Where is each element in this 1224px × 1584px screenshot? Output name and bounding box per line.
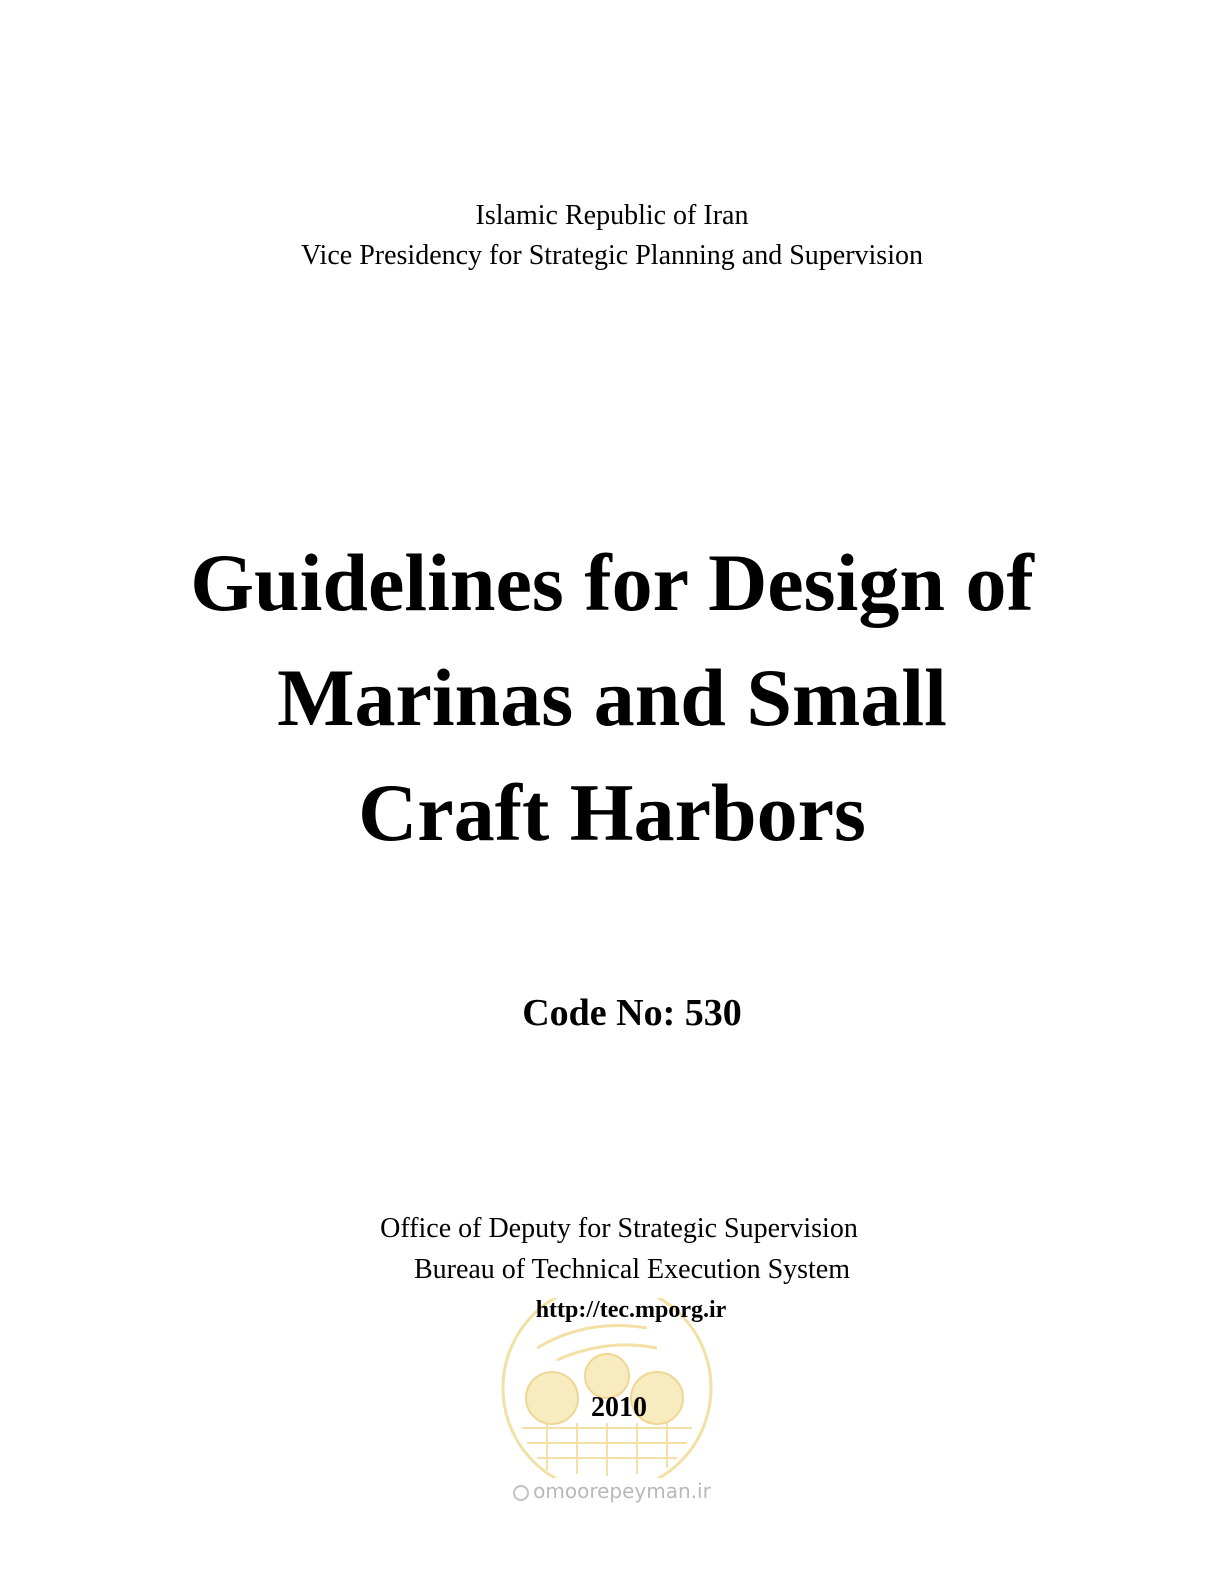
- header-country: Islamic Republic of Iran: [475, 200, 749, 231]
- watermark-site: [0, 1477, 1224, 1505]
- title-line-3: Craft Harbors: [358, 767, 866, 858]
- globe-icon: [513, 1485, 529, 1501]
- code-number: Code No: 530: [522, 992, 742, 1034]
- footer-office: Office of Deputy for Strategic Supervision: [380, 1213, 858, 1244]
- header-organization: Vice Presidency for Strategic Planning and Supervision: [301, 240, 923, 271]
- title-line-1: Guidelines for Design of: [190, 537, 1034, 628]
- footer-year: 2010: [591, 1392, 647, 1423]
- title-line-2: Marinas and Small: [277, 652, 947, 743]
- footer-url[interactable]: http://tec.mporg.ir: [535, 1297, 727, 1323]
- footer-bureau: Bureau of Technical Execution System: [413, 1254, 851, 1285]
- watermark-site-label: omoorepeyman.ir: [533, 1479, 711, 1503]
